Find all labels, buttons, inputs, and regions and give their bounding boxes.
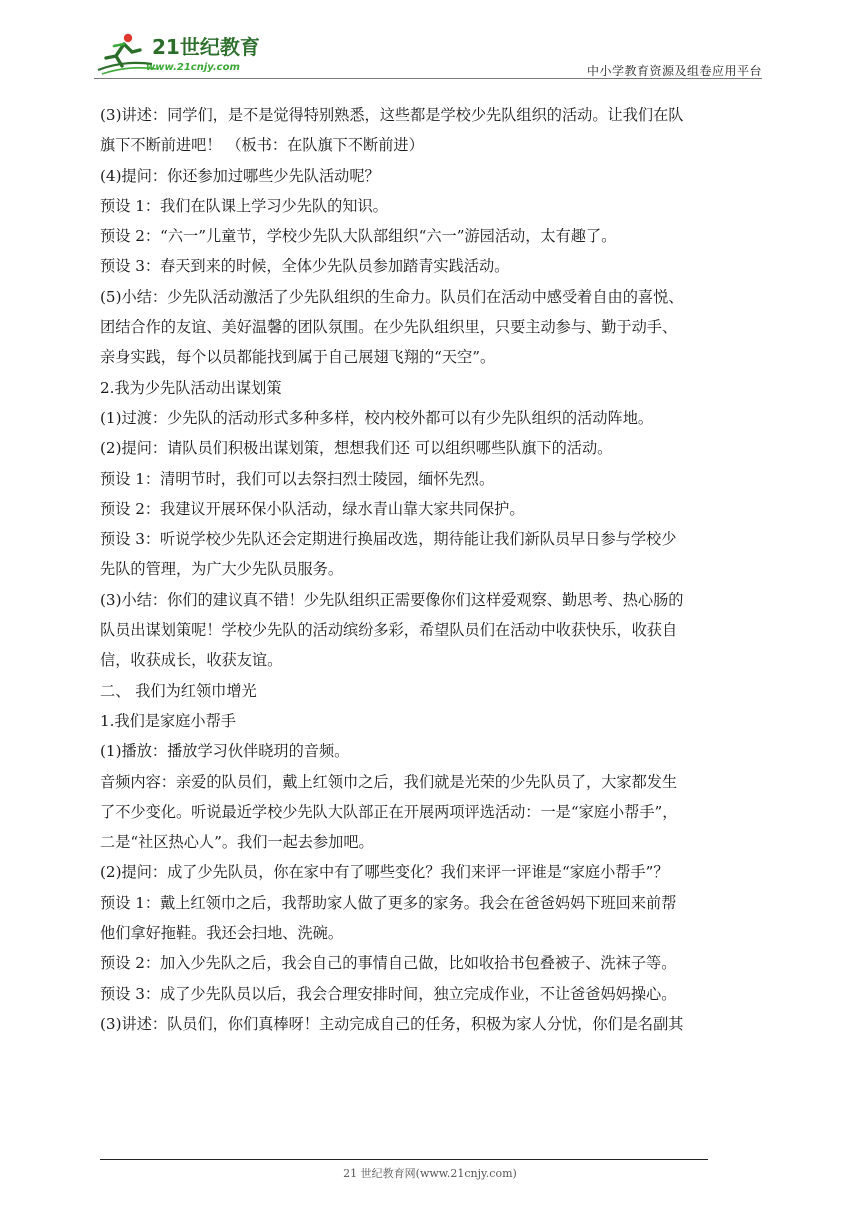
text-line: 预设 3：成了少先队员以后，我会合理安排时间，独立完成作业，不让爸爸妈妈操心。 [100, 984, 677, 1003]
document-body [100, 100, 764, 1039]
platform-name: 中小学教育资源及组卷应用平台 [586, 64, 762, 78]
header-divider [94, 78, 762, 79]
text-line: 预设 1：清明节时，我们可以去祭扫烈士陵园，缅怀先烈。 [100, 469, 495, 488]
section-heading: 2.我为少先队活动出谋划策 [100, 378, 282, 397]
site-logo[interactable] [94, 30, 264, 76]
footer-link[interactable]: 21 世纪教育网(www.21cnjy.com) [343, 1167, 517, 1180]
text-line: 预设 2：加入少先队之后，我会自己的事情自己做，比如收拾书包叠被子、洗袜子等。 [100, 954, 677, 973]
section-heading: 1.我们是家庭小帮手 [100, 711, 236, 730]
text-line: (2)提问：请队员们积极出谋划策，想想我们还 可以组织哪些队旗下的活动。 [100, 439, 613, 458]
text-line: (3)小结：你们的建议真不错！少先队组织正需要像你们这样爱观察、勤思考、热心肠的 [100, 590, 684, 609]
text-line: (3)讲述：同学们，是不是觉得特别熟悉，这些都是学校少先队组织的活动。让我们在队 [100, 106, 684, 124]
text-line: 先队的管理，为广大少先队员服务。 [100, 560, 343, 579]
section-heading: 二、 我们为红领巾增光 [100, 681, 257, 700]
text-line: 预设 1：戴上红领巾之后，我帮助家人做了更多的家务。我会在爸爸妈妈下班回来前帮 [100, 893, 677, 912]
text-line: (3)讲述：队员们，你们真棒呀！主动完成自己的任务，积极为家人分忧，你们是名副其 [100, 1014, 684, 1033]
footer-divider [100, 1159, 708, 1160]
page-header [94, 30, 762, 78]
logo-graphic [94, 30, 264, 76]
text-line: (1)过渡：少先队的活动形式多种多样，校内校外都可以有少先队组织的活动阵地。 [100, 408, 654, 427]
text-line: 旗下不断前进吧！ （板书：在队旗下不断前进） [100, 136, 424, 155]
text-line: 预设 2：“六一”儿童节，学校少先队大队部组织“六一”游园活动，太有趣了。 [100, 227, 617, 246]
text-line: (2)提问：成了少先队员，你在家中有了哪些变化？我们来评一评谁是“家庭小帮手”？ [100, 863, 669, 882]
text-line: 队员出谋划策呢！学校少先队的活动缤纷多彩，希望队员们在活动中收获快乐，收获自 [100, 621, 678, 640]
text-line: (5)小结：少先队活动激活了少先队组织的生命力。队员们在活动中感受着自由的喜悦、 [100, 287, 684, 306]
text-line: 团结合作的友谊、美好温馨的团队氛围。在少先队组织里，只要主动参与、勤于动手、 [100, 318, 678, 337]
text-line: 亲身实践，每个以员都能找到属于自己展翅飞翔的“天空”。 [100, 348, 496, 367]
logo-text: 21世纪教育 [152, 35, 260, 59]
text-line: 他们拿好拖鞋。我还会扫地、洗碗。 [100, 924, 343, 943]
logo-url: www.21cnjy.com [146, 62, 240, 73]
text-line: 预设 3：听说学校少先队还会定期进行换届改选，期待能让我们新队员早日参与学校少 [100, 530, 677, 549]
text-line: 音频内容：亲爱的队员们，戴上红领巾之后，我们就是光荣的少先队员了，大家都发生 [100, 772, 678, 791]
text-line: 信，收获成长，收获友谊。 [100, 651, 283, 670]
text-line: (4)提问：你还参加过哪些少先队活动呢？ [100, 166, 380, 185]
text-line: 二是“社区热心人”。我们一起去参加吧。 [100, 833, 374, 852]
text-line: (1)播放：播放学习伙伴晓玥的音频。 [100, 742, 350, 761]
text-line: 了不少变化。听说最近学校少先队大队部正在开展两项评选活动：一是“家庭小帮手”， [100, 802, 678, 821]
text-line: 预设 2：我建议开展环保小队活动，绿水青山靠大家共同保护。 [100, 499, 525, 518]
text-line: 预设 1：我们在队课上学习少先队的知识。 [100, 196, 388, 215]
text-line: 预设 3：春天到来的时候，全体少先队员参加踏青实践活动。 [100, 257, 510, 276]
